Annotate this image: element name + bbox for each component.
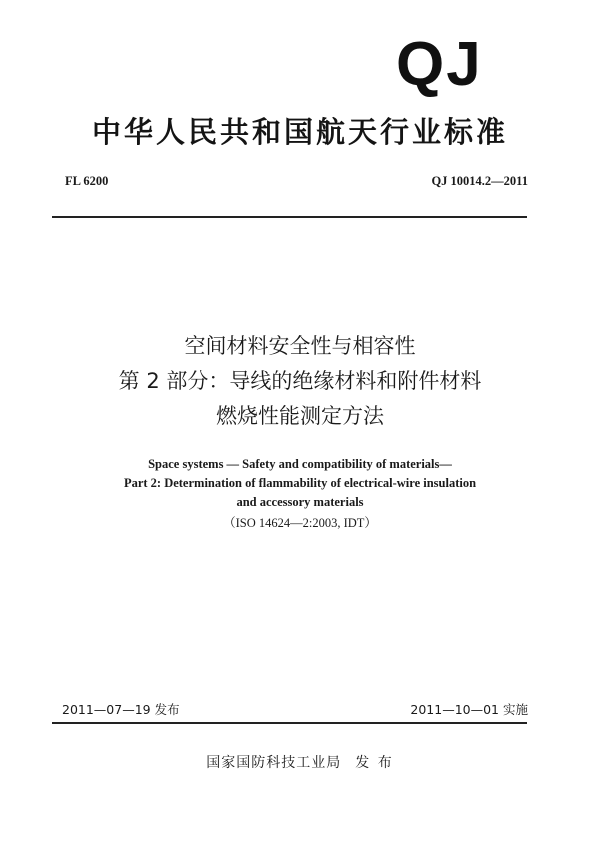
bottom-divider: [52, 722, 527, 724]
publisher-name: 国家国防科技工业局: [206, 755, 342, 771]
iso-reference: （ISO 14624—2:2003, IDT）: [223, 516, 377, 530]
organization-title: 中华人民共和国航天行业标准: [91, 115, 508, 149]
classification-code: FL 6200: [65, 174, 109, 188]
publisher-line: [0, 752, 600, 772]
implementation-date: 2011—10—01 实施: [410, 702, 528, 717]
standard-logo: QJ: [396, 30, 483, 99]
publish-label: 发 布: [355, 755, 394, 771]
chinese-title-line: 空间材料安全性与相容性: [184, 334, 416, 358]
english-title-line: Space systems — Safety and compatibility of materials—: [148, 457, 452, 471]
english-title-line: and accessory materials: [236, 495, 364, 509]
english-title-line: Part 2: Determination of flammability of electrical-wire insulation: [123, 476, 477, 490]
chinese-title-line: 第 2 部分：导线的绝缘材料和附件材料: [118, 369, 482, 393]
standard-number: QJ 10014.2—2011: [431, 174, 528, 188]
chinese-title-line: 燃烧性能测定方法: [216, 404, 384, 428]
issue-date: 2011—07—19 发布: [62, 702, 180, 717]
top-divider: [52, 216, 527, 218]
